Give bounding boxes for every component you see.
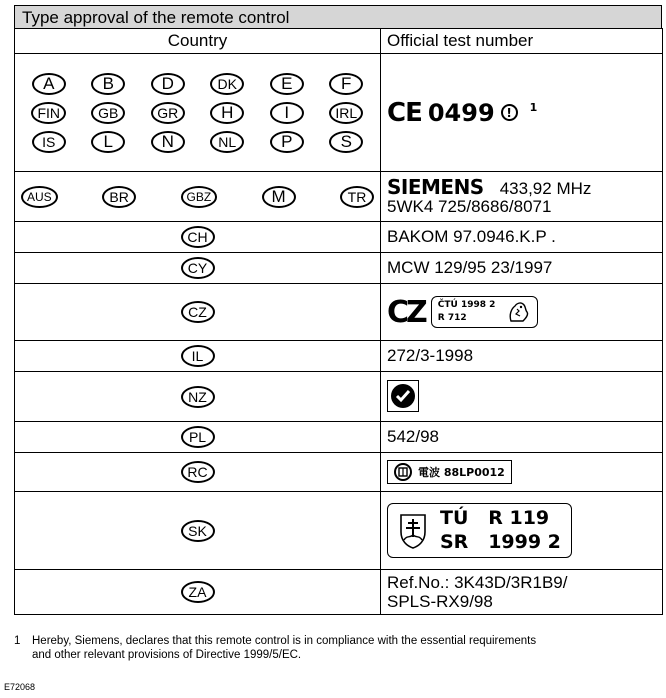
country-badge-is: IS	[32, 131, 66, 153]
row-sk	[15, 492, 663, 570]
rc-stamp	[387, 460, 512, 484]
row-group2	[15, 172, 663, 222]
siemens-brand: SIEMENS	[387, 175, 484, 200]
country-badge-nl: NL	[210, 131, 244, 153]
country-badge-i: I	[270, 102, 304, 124]
group2-test-number	[381, 172, 663, 222]
country-badge-br: BR	[102, 186, 136, 208]
country-badge-za: ZA	[181, 581, 215, 603]
sk-line2-a: SR	[440, 530, 469, 553]
sk-line1-b: R 119	[488, 506, 550, 529]
row-pl	[15, 422, 663, 453]
country-badge-f: F	[329, 73, 363, 95]
country-badge-irl: IRL	[329, 102, 363, 124]
test-number-cy: MCW 129/95 23/1997	[387, 258, 553, 277]
country-badge-cy: CY	[181, 257, 215, 279]
country-badge-sk: SK	[181, 520, 215, 542]
country-header: Country	[15, 29, 381, 54]
country-badge-il: IL	[181, 345, 215, 367]
row-rc	[15, 453, 663, 492]
row-group1	[15, 54, 663, 172]
ce-number: 0499	[427, 98, 495, 127]
test-number-il: 272/3-1998	[387, 346, 474, 365]
country-badge-tr: TR	[340, 186, 374, 208]
row-il	[15, 341, 663, 372]
footnote-ref: 1	[529, 101, 538, 114]
country-badge-l: L	[91, 131, 125, 153]
country-badge-rc: RC	[181, 461, 215, 483]
group1-test-number	[381, 54, 663, 172]
country-badge-p: P	[270, 131, 304, 153]
frequency: 433,92 MHz	[499, 179, 592, 199]
approval-table	[14, 28, 663, 615]
country-badge-n: N	[151, 131, 185, 153]
cz-stamp	[431, 296, 539, 328]
ce-mark: CE	[387, 97, 422, 128]
footnote-line2: and other relevant provisions of Directive 1999/5/EC.	[32, 649, 302, 661]
sk-line2-b: 1999 2	[488, 530, 561, 553]
header-row	[15, 29, 663, 54]
group2-countries	[15, 172, 381, 222]
country-badge-e: E	[270, 73, 304, 95]
country-badge-s: S	[329, 131, 363, 153]
country-badge-pl: PL	[181, 426, 215, 448]
country-badge-m: M	[262, 186, 296, 208]
test-number-ch: BAKOM 97.0946.K.P .	[387, 227, 556, 246]
sk-line1-a: TÚ	[440, 506, 469, 529]
cz-stamp-line1: ČTÚ 1998 2	[437, 300, 496, 311]
c-tick-icon	[387, 380, 419, 412]
country-badge-ch: CH	[181, 226, 215, 248]
country-badge-b: B	[91, 73, 125, 95]
za-ref-line1: Ref.No.: 3K43D/3R1B9/	[387, 572, 568, 592]
rc-stamp-text: 電波 88LP0012	[418, 466, 505, 479]
country-badge-gr: GR	[151, 102, 185, 124]
row-cy	[15, 253, 663, 284]
table-title: Type approval of the remote control	[14, 5, 662, 28]
slovak-coat-of-arms-icon	[398, 512, 428, 550]
row-ch	[15, 222, 663, 253]
country-badge-h: H	[210, 102, 244, 124]
country-badge-nz: NZ	[181, 386, 215, 408]
country-badge-cz: CZ	[181, 301, 215, 323]
za-ref-line2: SPLS-RX9/98	[387, 592, 493, 611]
test-number-pl: 542/98	[387, 427, 439, 446]
row-za	[15, 570, 663, 615]
footnote-number: 1	[14, 635, 21, 647]
alert-icon: !	[501, 104, 518, 121]
siemens-code: 5WK4 725/8686/8071	[387, 197, 552, 217]
type-approval-sheet	[14, 5, 662, 615]
country-badge-fin: FIN	[31, 102, 66, 124]
rc-approval-icon	[394, 463, 412, 481]
country-badge-gb: GB	[91, 102, 125, 124]
test-number-header: Official test number	[381, 29, 663, 54]
figure-code: E72068	[4, 682, 36, 692]
country-badge-a: A	[32, 73, 66, 95]
country-badge-dk: DK	[210, 73, 244, 95]
cz-stamp-line2: R 712	[437, 313, 467, 323]
country-badge-d: D	[151, 73, 185, 95]
cz-approval-logo: CZ	[387, 294, 425, 330]
lion-icon	[505, 299, 531, 325]
country-badge-aus: AUS	[21, 186, 58, 208]
footnote	[14, 634, 654, 662]
country-badge-gbz: GBZ	[181, 186, 218, 208]
group1-countries	[15, 54, 381, 172]
footnote-line1: Hereby, Siemens, declares that this remote control is in compliance with the essential requirements	[32, 635, 537, 647]
row-cz	[15, 284, 663, 341]
row-nz	[15, 372, 663, 422]
sk-stamp	[387, 503, 572, 559]
